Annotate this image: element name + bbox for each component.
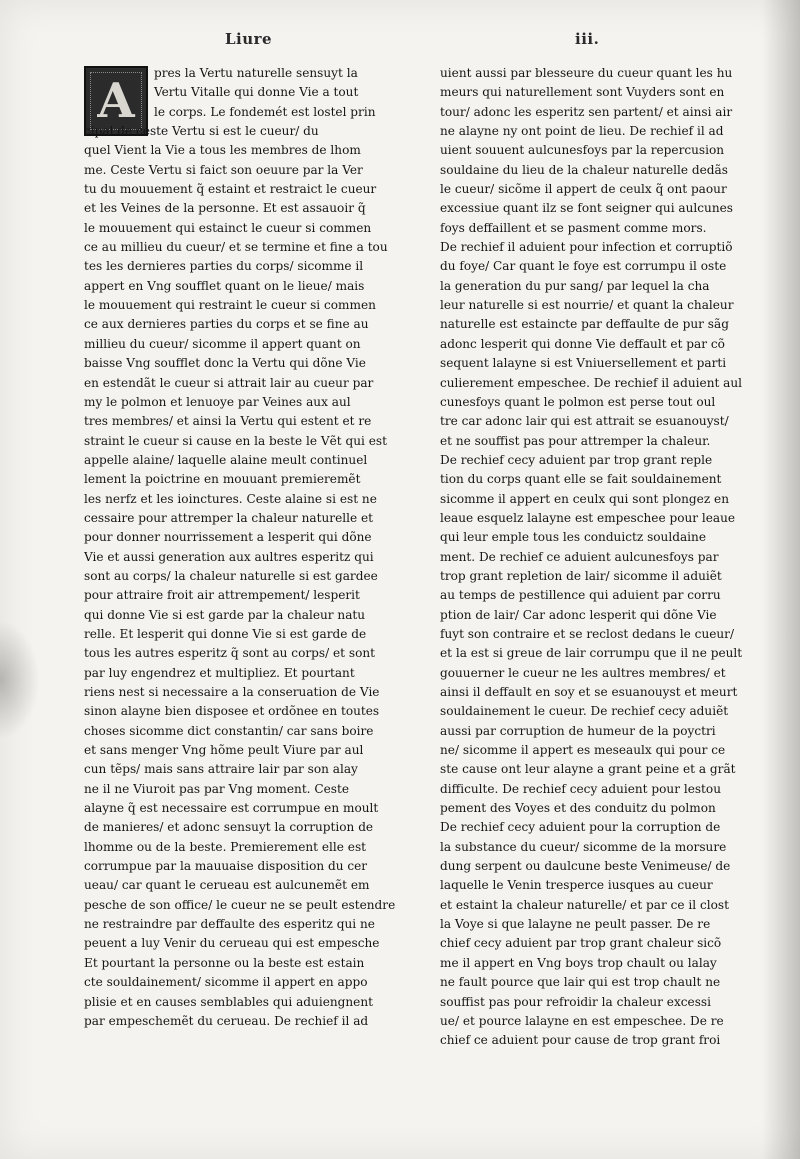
text-line: appert en Vng soufflet quant on le lieue/ mais bbox=[84, 278, 365, 293]
text-line: trop grant repletion de lair/ sicomme il aduiẽt bbox=[440, 568, 722, 583]
page-stain bbox=[0, 620, 40, 740]
text-line: aussi par corruption de humeur de la poyctri bbox=[440, 723, 716, 738]
text-line: Et pourtant la personne ou la beste est estain bbox=[84, 955, 365, 970]
text-line: sicomme il appert en ceulx qui sont plongez en bbox=[440, 491, 729, 506]
right-column bbox=[440, 64, 770, 1051]
text-line: ce aux dernieres parties du corps et se fine au bbox=[84, 317, 369, 332]
text-line: chief cecy aduient par trop grant chaleur sicõ bbox=[440, 936, 722, 951]
text-line: en estendãt le cueur si attrait lair au cueur par bbox=[84, 375, 374, 390]
text-line: ainsi il deffault en soy et se esuanouyst et meurt bbox=[440, 685, 738, 699]
text-line: baisse Vng soufflet donc la Vertu qui dõne Vie bbox=[84, 356, 366, 371]
text-line: et la est si greue de lair corrumpu que il ne peult bbox=[440, 646, 743, 661]
text-line: ueau/ car quant le cerueau est aulcunemẽt em bbox=[84, 878, 370, 893]
text-line: cipal de ceste Vertu si est le cueur/ du bbox=[84, 124, 319, 139]
text-line: et estaint la chaleur naturelle/ et par ce il clost bbox=[440, 897, 729, 912]
text-line: pres la Vertu naturelle sensuyt la bbox=[154, 66, 358, 80]
text-line: tour/ adonc les esperitz sen partent/ et ainsi air bbox=[440, 104, 733, 119]
text-line: et sans menger Vng hõme peult Viure par aul bbox=[84, 743, 364, 758]
text-line: ne il ne Viuroit pas par Vng moment. Ceste bbox=[84, 781, 350, 796]
text-line: les nerfz et les ioinctures. Ceste alaine si est ne bbox=[84, 491, 377, 506]
text-line: par luy engendrez et multipliez. Et pourtant bbox=[84, 665, 355, 680]
text-line: De rechief cecy aduient pour la corruption de bbox=[440, 820, 721, 835]
text-line: la generation du pur sang/ par lequel la cha bbox=[440, 278, 710, 293]
text-line: dung serpent ou daulcune beste Venimeuse/ de bbox=[440, 859, 731, 874]
text-line: le mouuement qui estainct le cueur si commen bbox=[84, 220, 372, 235]
text-line: le cueur/ sicõme il appert de ceulx q̃ ont paour bbox=[440, 182, 727, 197]
text-line: sinon alayne bien disposee et ordõnee en toutes bbox=[84, 704, 380, 719]
text-line: qui donne Vie si est garde par la chaleur natu bbox=[84, 607, 366, 622]
text-line: millieu du cueur/ sicomme il appert quant on bbox=[84, 336, 361, 351]
text-line: qui leur emple tous les conduictz souldaine bbox=[440, 530, 706, 545]
text-line: tes les dernieres parties du corps/ sicomme il bbox=[84, 259, 364, 274]
text-line: le mouuement qui restraint le cueur si commen bbox=[84, 298, 376, 313]
text-line: corrumpue par la mauuaise disposition du cer bbox=[84, 859, 368, 874]
initial-letter: A bbox=[97, 73, 135, 129]
running-head-left: Liure bbox=[225, 30, 273, 48]
text-line: et les Veines de la personne. Et est assauoir q̃ bbox=[84, 201, 366, 216]
text-line: gouuerner le cueur ne les aultres membres/ et bbox=[440, 665, 726, 680]
text-line: tu du mouuement q̃ estaint et restraict le cueur bbox=[84, 182, 377, 197]
text-line: ne/ sicomme il appert es meseaulx qui pour ce bbox=[440, 743, 726, 758]
text-line: pour attraire froit air attrempement/ lesperit bbox=[84, 588, 360, 603]
text-line: la Voye si que lalayne ne peult passer. De re bbox=[440, 917, 711, 932]
text-line: du foye/ Car quant le foye est corrumpu il oste bbox=[440, 259, 727, 274]
text-line: chief ce aduient pour cause de trop grant froi bbox=[440, 1033, 721, 1048]
text-line: pesche de son office/ le cueur ne se peult estendre bbox=[84, 897, 396, 912]
text-line: difficulte. De rechief cecy aduient pour lestou bbox=[440, 781, 721, 796]
text-line: leur naturelle si est nourrie/ et quant la chaleur bbox=[440, 298, 734, 313]
text-line: appelle alaine/ laquelle alaine meult continuel bbox=[84, 452, 368, 467]
text-line: cessaire pour attremper la chaleur naturelle et bbox=[84, 510, 373, 525]
text-line: la substance du cueur/ sicomme de la morsure bbox=[440, 839, 727, 854]
text-line: meurs qui naturellement sont Vuyders sont en bbox=[440, 85, 725, 100]
text-line: cte souldainement/ sicomme il appert en appo bbox=[84, 975, 368, 990]
text-line: ce au millieu du cueur/ et se termine et fine a tou bbox=[84, 240, 388, 255]
text-line: Vie et aussi generation aux aultres esperitz qui bbox=[84, 549, 374, 564]
text-line: ne alayne ny ont point de lieu. De rechief il ad bbox=[440, 124, 724, 139]
text-line: sont au corps/ la chaleur naturelle si est gardee bbox=[84, 568, 378, 583]
text-line: fuyt son contraire et se reclost dedans le cueur/ bbox=[440, 626, 735, 641]
text-line: relle. Et lesperit qui donne Vie si est garde de bbox=[84, 626, 367, 641]
text-line: lhomme ou de la beste. Premierement elle est bbox=[84, 839, 367, 854]
text-line: foys deffaillent et se pasment comme mors. bbox=[440, 220, 707, 235]
text-line: tion du corps quant elle se fait souldainement bbox=[440, 472, 722, 487]
text-line: pement des Voyes et des conduitz du polmon bbox=[440, 801, 716, 816]
text-line: tre car adonc lair qui est attrait se esuanouyst/ bbox=[440, 414, 729, 429]
text-line: ption de lair/ Car adonc lesperit qui dõne Vie bbox=[440, 607, 717, 622]
text-line: de manieres/ et adonc sensuyt la corruption de bbox=[84, 820, 374, 835]
text-line: ue/ et pource lalayne en est empeschee. De re bbox=[440, 1013, 724, 1028]
text-line: cunesfoys quant le polmon est perse tout oul bbox=[440, 394, 716, 409]
text-line: leaue esquelz lalayne est empeschee pour leaue bbox=[440, 510, 736, 525]
text-line: riens nest si necessaire a la conseruation de Vie bbox=[84, 685, 380, 699]
text-line: alayne q̃ est necessaire est corrumpue en moult bbox=[84, 801, 379, 816]
text-line: pour donner nourrissement a lesperit qui dõne bbox=[84, 530, 372, 545]
text-line: Vertu Vitalle qui donne Vie a tout bbox=[154, 85, 359, 100]
text-line: par empeschemẽt du cerueau. De rechief il ad bbox=[84, 1013, 369, 1028]
running-head-right: iii. bbox=[575, 30, 600, 48]
text-line: ment. De rechief ce aduient aulcunesfoys par bbox=[440, 549, 719, 564]
text-line: ste cause ont leur alayne a grant peine et a grãt bbox=[440, 762, 736, 777]
text-line: me. Ceste Vertu si faict son oeuure par la Ver bbox=[84, 162, 363, 177]
left-column bbox=[84, 64, 414, 1031]
text-line: sequent lalayne si est Vniuersellement et parti bbox=[440, 356, 727, 371]
text-line: quel Vient la Vie a tous les membres de lhom bbox=[84, 143, 361, 158]
text-line: souldainement le cueur. De rechief cecy aduiẽt bbox=[440, 704, 729, 719]
text-line: et ne souffist pas pour attremper la chaleur. bbox=[440, 433, 711, 448]
text-line: De rechief cecy aduient par trop grant reple bbox=[440, 452, 713, 467]
text-line: lement la poictrine en mouuant premieremẽt bbox=[84, 472, 361, 487]
text-line: choses sicomme dict constantin/ car sans boire bbox=[84, 723, 374, 738]
text-line: plisie et en causes semblables qui aduiengnent bbox=[84, 994, 373, 1009]
text-line: uient aussi par blesseure du cueur quant les hu bbox=[440, 66, 733, 80]
text-line: tres membres/ et ainsi la Vertu qui estent et re bbox=[84, 414, 372, 429]
text-line: peuent a luy Venir du cerueau qui est empesche bbox=[84, 936, 380, 951]
text-line: le corps. Le fondemét est lostel prin bbox=[154, 104, 376, 119]
text-line: culierement empeschee. De rechief il aduient aul bbox=[440, 375, 743, 390]
text-line: au temps de pestillence qui aduient par corru bbox=[440, 588, 721, 603]
text-line: De rechief il aduient pour infection et corruptiõ bbox=[440, 240, 733, 255]
text-line: souffist pas pour refroidir la chaleur excessi bbox=[440, 994, 711, 1009]
text-line: uient souuent aulcunesfoys par la repercusion bbox=[440, 143, 725, 158]
text-line: souldaine du lieu de la chaleur naturelle dedãs bbox=[440, 162, 728, 177]
text-line: laquelle le Venin tresperce iusques au cueur bbox=[440, 878, 713, 893]
text-line: straint le cueur si cause en la beste le Vẽt qui est bbox=[84, 433, 387, 448]
text-line: excessiue quant ilz se font seigner qui aulcunes bbox=[440, 201, 733, 216]
text-line: me il appert en Vng boys trop chault ou lalay bbox=[440, 955, 717, 970]
text-line: tous les autres esperitz q̃ sont au corps/ et sont bbox=[84, 646, 375, 661]
text-line: naturelle est estaincte par deffaulte de pur sãg bbox=[440, 317, 729, 332]
text-line: ne fault pource que lair qui est trop chault ne bbox=[440, 975, 721, 990]
text-line: my le polmon et lenuoye par Veines aux aul bbox=[84, 394, 351, 409]
text-line: cun tẽps/ mais sans attraire lair par son alay bbox=[84, 762, 358, 777]
text-line: adonc lesperit qui donne Vie deffault et par cõ bbox=[440, 336, 725, 351]
text-line: ne restraindre par deffaulte des esperitz qui ne bbox=[84, 917, 375, 932]
